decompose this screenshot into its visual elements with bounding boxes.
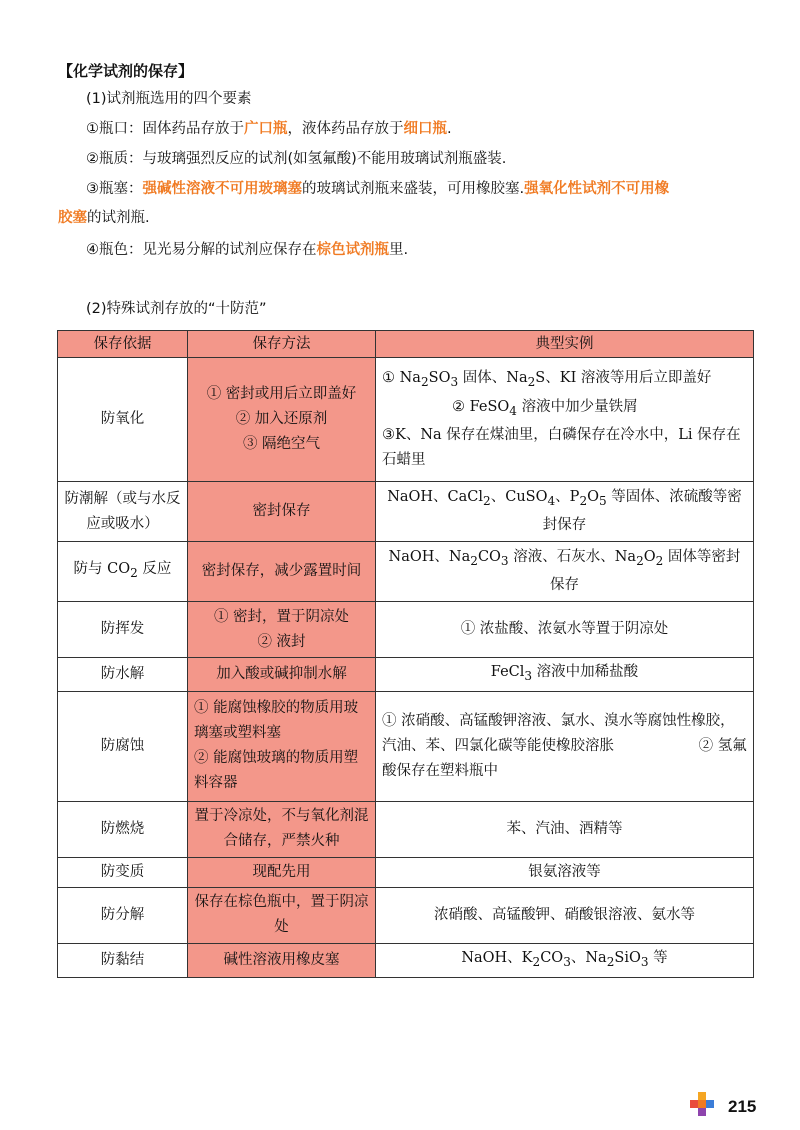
color-text-1: ④瓶色：见光易分解的试剂应保存在 [86,242,317,258]
row-method: ① 密封或用后立即盖好 ② 加入还原剂 ③ 隔绝空气 [188,358,376,482]
table-header-row [58,331,754,358]
row-basis: 防与 $CO_2$ 反应 [58,542,188,602]
para-bottle-material: ②瓶质：与玻璃强烈反应的试剂(如氢氟酸)不能用玻璃试剂瓶盛装. [86,151,507,167]
row-example: ① $Na_2SO_3$ 固体、$Na_2S$、KI 溶液等用后立即盖好 ② FeSO$_4$ 溶液中加少量铁屑 ③K、Na 保存在煤油里，白磷保存在冷水中，Li 保存在石蜡里 [376,358,754,482]
mouth-highlight-wide: 广口瓶 [244,121,288,137]
row-example: 浓硝酸、高锰酸钾、硝酸银溶液、氨水等 [376,887,754,943]
row-basis: 防氧化 [58,358,188,482]
row-method: 加入酸或碱抑制水解 [188,658,376,692]
row-method: 密封保存 [188,482,376,542]
table-row [58,691,754,801]
row-method: ① 密封，置于阴凉处 ② 液封 [188,602,376,658]
row-example: ① 浓硝酸、高锰酸钾溶液、氯水、溴水等腐蚀性橡胶，汽油、苯、四氯化碳等能使橡胶溶胀 ② 氢氟酸保存在塑料瓶中 [376,691,754,801]
row-method: 置于冷凉处，不与氧化剂混合储存，严禁火种 [188,801,376,857]
publisher-logo-icon [690,1092,716,1118]
stopper-highlight-2: 强氧化性试剂不可用橡 [524,181,670,197]
para-ten-precautions: (2)特殊试剂存放的“十防范” [86,301,267,317]
row-basis: 防分解 [58,887,188,943]
mouth-text-3: . [447,121,452,137]
stopper-text-2: 的玻璃试剂瓶来盛装，可用橡胶塞. [302,181,525,197]
table-row [58,887,754,943]
table-row [58,602,754,658]
color-text-2: 里. [389,242,409,258]
row-method: ① 能腐蚀橡胶的物质用玻璃塞或塑料塞 ② 能腐蚀玻璃的物质用塑料容器 [188,691,376,801]
para-bottle-stopper-cont [58,208,150,228]
table-row [58,943,754,977]
mouth-highlight-narrow: 细口瓶 [403,121,447,137]
row-basis: 防腐蚀 [58,691,188,801]
mouth-text-2: ，液体药品存放于 [287,121,404,137]
row-method: 密封保存，减少露置时间 [188,542,376,602]
table-row [58,542,754,602]
row-example: NaOH、$Na_2CO_3$ 溶液、石灰水、$Na_2O_2$ 固体等密封保存 [376,542,754,602]
section-title: 【化学试剂的保存】 [58,62,194,80]
row-basis: 防潮解（或与水反应或吸水） [58,482,188,542]
row-example: 苯、汽油、酒精等 [376,801,754,857]
stopper-highlight-1: 强碱性溶液不可用玻璃塞 [142,181,302,197]
storage-table [57,330,754,978]
row-basis: 防挥发 [58,602,188,658]
row-basis: 防变质 [58,857,188,887]
page-number: 215 [728,1097,757,1116]
row-method: 碱性溶液用橡皮塞 [188,943,376,977]
header-method: 保存方法 [188,331,376,358]
color-highlight: 棕色试剂瓶 [316,242,389,258]
table-row [58,801,754,857]
row-example: ① 浓盐酸、浓氨水等置于阴凉处 [376,602,754,658]
table-row [58,358,754,482]
row-method: 现配先用 [188,857,376,887]
row-example: FeCl$_3$ 溶液中加稀盐酸 [376,658,754,692]
para-bottle-mouth [86,119,452,139]
row-basis: 防水解 [58,658,188,692]
para-bottle-color [86,240,408,260]
row-example: NaOH、$K_2CO_3$、$Na_2SiO_3$ 等 [376,943,754,977]
row-method: 保存在棕色瓶中，置于阴凉处 [188,887,376,943]
header-basis: 保存依据 [58,331,188,358]
row-basis: 防黏结 [58,943,188,977]
stopper-highlight-3: 胶塞 [58,210,87,226]
mouth-text-1: ①瓶口：固体药品存放于 [86,121,244,137]
table-row [58,658,754,692]
table-row [58,482,754,542]
row-basis: 防燃烧 [58,801,188,857]
header-example: 典型实例 [376,331,754,358]
para-bottle-stopper [86,179,669,199]
para-bottle-factors: (1)试剂瓶选用的四个要素 [86,91,252,107]
row-example: 银氨溶液等 [376,857,754,887]
stopper-text-3: 的试剂瓶. [87,210,150,226]
stopper-text-1: ③瓶塞： [86,181,143,197]
row-example: NaOH、CaCl$_2$、CuSO$_4$、$P_2O_5$ 等固体、浓硫酸等密封保存 [376,482,754,542]
table-row [58,857,754,887]
